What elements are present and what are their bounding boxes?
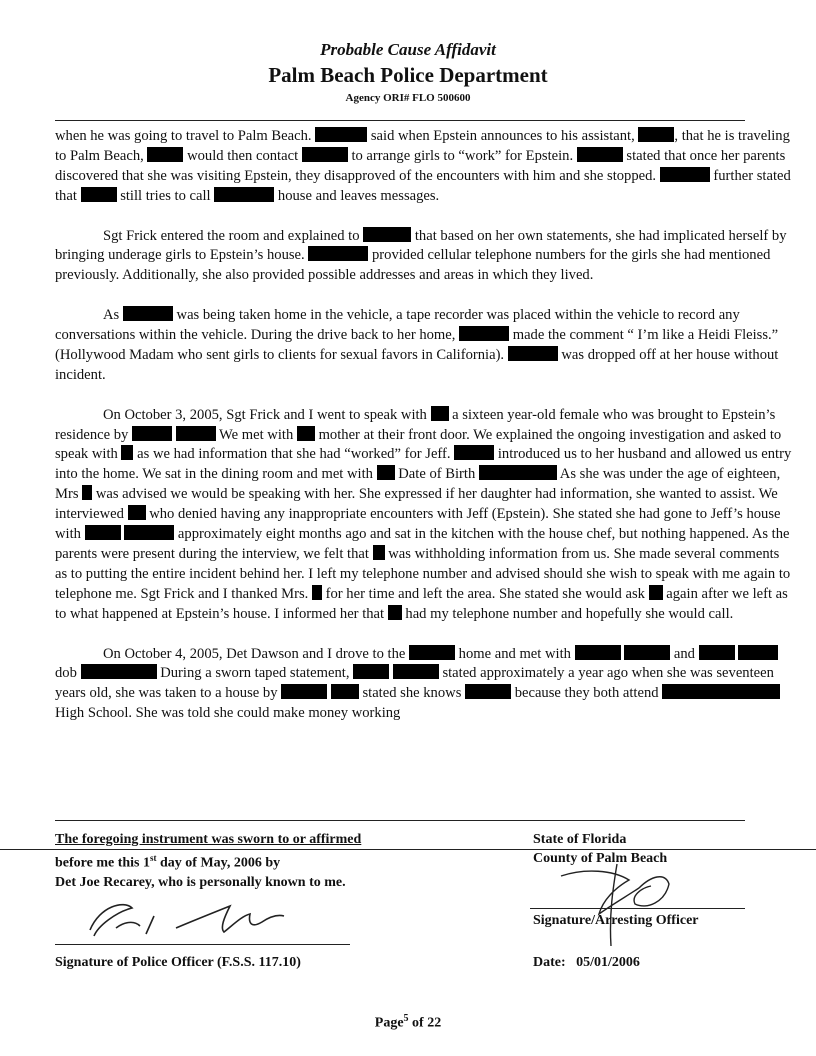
redaction [377,465,395,480]
redaction [297,426,315,441]
redaction [431,406,449,421]
county-label: County of Palm Beach [533,851,668,866]
footer-rule [55,820,745,821]
affidavit-title: Probable Cause Affidavit [320,40,496,59]
redaction [121,445,133,460]
redaction [479,465,557,480]
redaction [81,664,157,679]
redaction [214,187,274,202]
paragraph-2: Sgt Frick entered the room and explained to that based on her own statements, she had implicated herself by bringing underage girls to Epstein’s house. provided cellular telephone numbers for the girls she had mentioned previously. Additionally, she also provided possible addresses and areas in which they lived. [55,227,787,284]
arresting-officer-signature [555,858,685,950]
redaction [281,684,327,699]
redaction [454,445,494,460]
redaction [409,645,455,660]
redaction [459,326,509,341]
arresting-signature-line [530,908,745,909]
redaction [388,605,402,620]
arresting-officer-label: Signature/Arresting Officer [533,913,699,928]
redaction [128,505,146,520]
header-rule [55,120,745,121]
redaction [85,525,121,540]
signature-date: Date: 05/01/2006 [533,955,640,970]
redaction [312,585,322,600]
paragraph-4: On October 3, 2005, Sgt Frick and I went to speak with a sixteen year-old female who was brought to Epstein’s residence by We met with mother at their front door. We explained the ongoing investigation and asked to speak with as we had information that she had “worked” for Jeff. introduced us to her husband and allowed us entry into the home. We sat in the dining room and met with Date of Birth As she was under the age of eighteen, Mrs was advised we would be speaking with her. She expressed if her daughter had information, she wanted to assist. We interviewed who denied having any inappropriate encounters with Jeff (Epstein). She stated she had gone to Jeff’s house with approximately eight months ago and sat in the kitchen with the house chef, but nothing happened. As the parents were present during the interview, we felt that was withholding information from us. She made several comments as to putting the entire incident behind her. I left my telephone number and advised should she wish to speak with me again to telephone me. Sgt Frick and I thanked Mrs. for her time and left the area. She stated she would ask again after we left as to what happened at Epstein’s house. I informed her that had my telephone number and hopefully she would call. [55,406,792,622]
sworn-line-2: before me this 1st day of May, 2006 by [55,853,281,871]
agency-ori: Agency ORI# FLO 500600 [345,92,471,104]
affidavit-body [55,127,795,744]
sworn-statement [55,830,361,892]
redaction [147,147,183,162]
redaction [124,525,174,540]
redaction [508,346,558,361]
redaction [82,485,92,500]
redaction [308,246,368,261]
redaction [123,306,173,321]
redaction [662,684,780,699]
sworn-line-3: Det Joe Recarey, who is personally known to me. [55,874,346,890]
redaction [132,426,172,441]
redaction [353,664,389,679]
paragraph-1: when he was going to travel to Palm Beach. said when Epstein announces to his assistant, , that he is traveling to Palm Beach, would then contact to arrange girls to “work” for Epstein. stated that once her parents discovered that she was visiting Epstein, they disapproved of the encounters with him and she stopped. further stated that still tries to call house and leaves messages. [55,128,791,204]
paragraph-3: As was being taken home in the vehicle, a tape recorder was placed within the vehicle to record any conversations within the vehicle. During the drive back to her home, made the comment “ I’m like a Heidi Fleiss.” (Hollywood Madam who sent girls to clients for sexual favors in California). was dropped off at her house without incident. [55,307,779,383]
redaction [638,127,674,142]
redaction [699,645,735,660]
redaction [176,426,216,441]
paragraph-5: On October 4, 2005, Det Dawson and I drove to the home and met with and dob During a sworn taped statement, stated approximately a year ago when she was seventeen years old, she was taken to a house by stated she knows because they both attend High School. She was told she could make money working [55,645,795,725]
redaction [624,645,670,660]
redaction [393,664,439,679]
sworn-line-1: The foregoing instrument was sworn to or affirmed [55,832,362,847]
redaction [649,585,663,600]
department-name: Palm Beach Police Department [268,63,548,87]
notary-signature [80,892,300,942]
redaction [577,147,623,162]
officer-signature-label: Signature of Police Officer (F.S.S. 117.10) [55,955,301,970]
redaction [575,645,621,660]
redaction [738,645,778,660]
page-number: Page$^5$ of 22 [374,1013,442,1031]
redaction [660,167,710,182]
redaction [315,127,367,142]
state-label: State of Florida [533,832,627,847]
redaction [302,147,348,162]
redaction [373,545,385,560]
redaction [465,684,511,699]
redaction [363,227,411,242]
redaction [331,684,359,699]
officer-signature-line [55,944,350,945]
redaction [81,187,117,202]
